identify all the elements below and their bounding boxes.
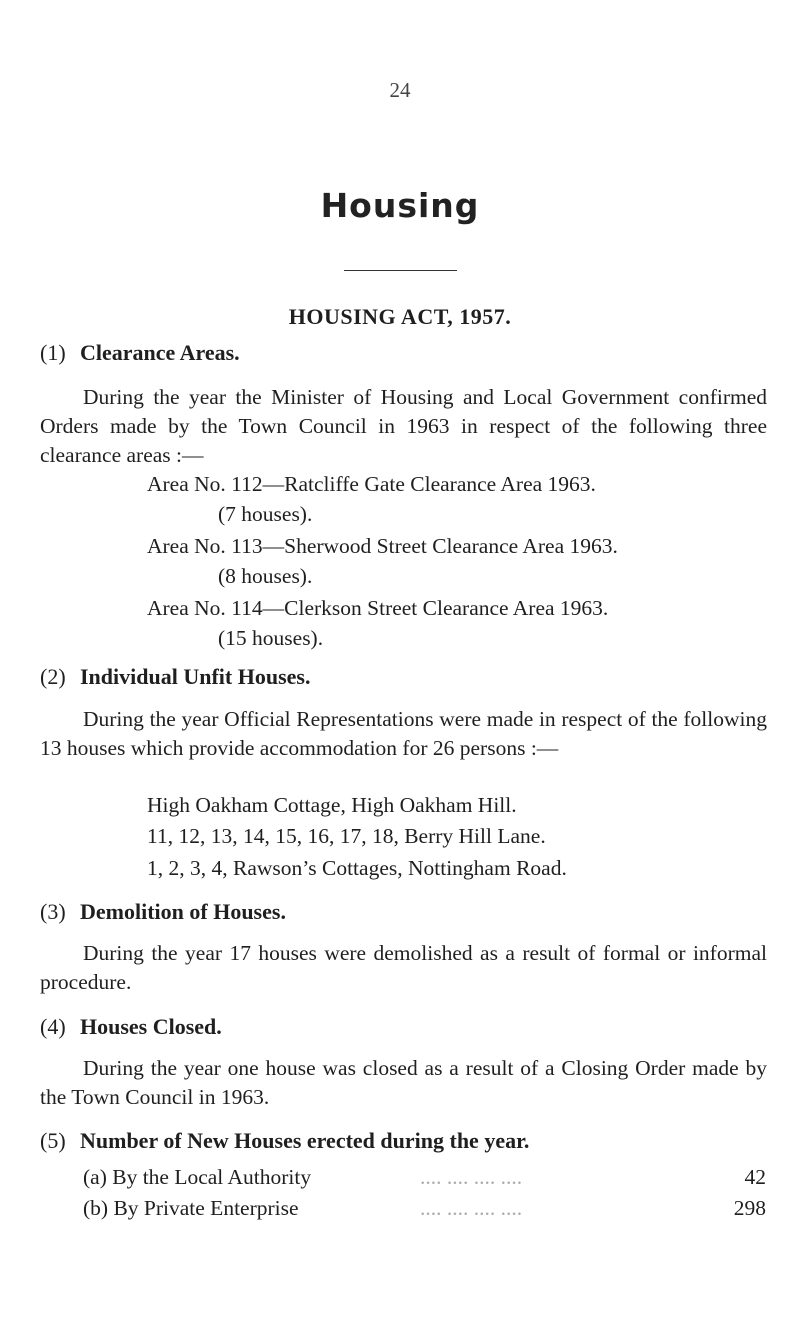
unfit-house-item: 1, 2, 3, 4, Rawson’s Cottages, Nottingham Road. — [147, 856, 567, 880]
section-2-heading — [40, 664, 310, 690]
leader-dots: .... .... .... .... — [420, 1196, 523, 1220]
section-5-title: Number of New Houses erected during the year. — [80, 1128, 530, 1153]
section-2-intro: During the year Official Representations were made in respect of the following 13 houses which provide accommodation for 26 persons :— — [40, 707, 767, 760]
clearance-area-112-houses: (7 houses). — [218, 502, 313, 526]
page-number: 24 — [389, 78, 411, 102]
section-1-intro: During the year the Minister of Housing and Local Government confirmed Orders made by the Town Council in 1963 in respect of the following three clearance areas :— — [40, 385, 767, 467]
section-3-number: (3) — [40, 899, 66, 924]
section-5-number: (5) — [40, 1128, 66, 1153]
section-1-heading — [40, 340, 240, 366]
section-4-number: (4) — [40, 1014, 66, 1039]
section-4-heading — [40, 1014, 222, 1040]
clearance-area-114-houses: (15 houses). — [218, 626, 324, 650]
section-1-number: (1) — [40, 340, 66, 365]
act-title: HOUSING ACT, 1957. — [288, 304, 512, 329]
heading-rule — [344, 270, 457, 271]
section-4-text: During the year one house was closed as a result of a Closing Order made by the Town Council in 1963. — [40, 1056, 767, 1109]
page-heading: Housing — [320, 186, 480, 225]
section-3-heading — [40, 899, 286, 925]
section-2-number: (2) — [40, 664, 66, 689]
clearance-area-113: Area No. 113—Sherwood Street Clearance Area 1963. — [147, 534, 618, 558]
section-5-heading — [40, 1128, 529, 1154]
section-1-title: Clearance Areas. — [80, 340, 240, 365]
unfit-house-item: High Oakham Cottage, High Oakham Hill. — [147, 793, 517, 817]
clearance-area-114: Area No. 114—Clerkson Street Clearance Area 1963. — [147, 596, 609, 620]
section-3-title: Demolition of Houses. — [80, 899, 286, 924]
new-houses-local-authority-label: (a) By the Local Authority — [83, 1165, 312, 1189]
clearance-area-112: Area No. 112—Ratcliffe Gate Clearance Area 1963. — [147, 472, 596, 496]
new-houses-local-authority-value: 42 — [744, 1165, 766, 1189]
new-houses-private-enterprise-value: 298 — [733, 1196, 766, 1220]
clearance-area-113-houses: (8 houses). — [218, 564, 313, 588]
leader-dots: .... .... .... .... — [420, 1165, 523, 1189]
section-2-title: Individual Unfit Houses. — [80, 664, 311, 689]
section-4-title: Houses Closed. — [80, 1014, 222, 1039]
new-houses-private-enterprise-label: (b) By Private Enterprise — [83, 1196, 299, 1220]
section-3-text: During the year 17 houses were demolished as a result of formal or informal procedure. — [40, 941, 767, 994]
unfit-house-item: 11, 12, 13, 14, 15, 16, 17, 18, Berry Hill Lane. — [147, 824, 546, 848]
